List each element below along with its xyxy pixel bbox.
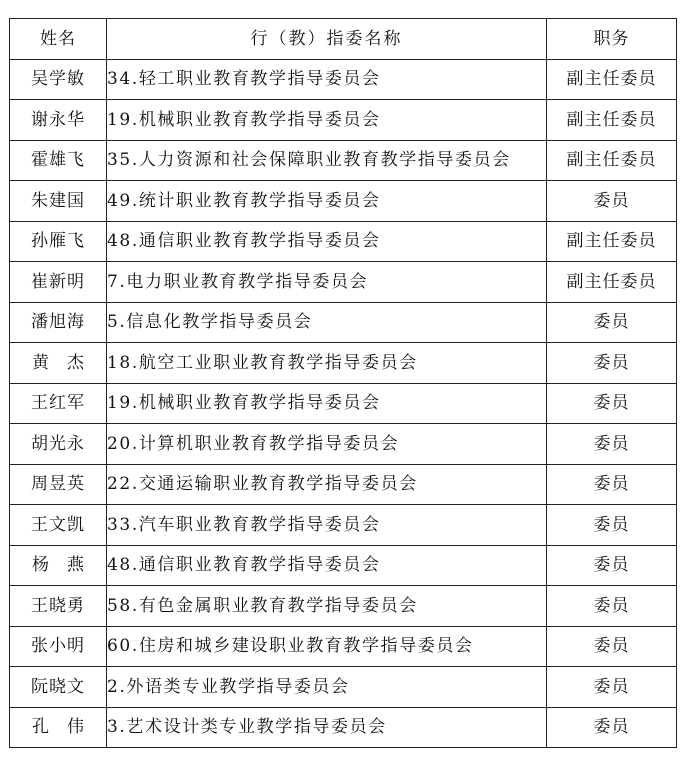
table-row — [10, 424, 677, 465]
header-row — [10, 19, 677, 60]
table-header — [10, 19, 677, 60]
cell-role: 委员 — [547, 464, 677, 505]
cell-role: 委员 — [547, 545, 677, 586]
cell-name: 王红军 — [10, 383, 107, 424]
cell-role: 委员 — [547, 424, 677, 465]
cell-role: 委员 — [547, 343, 677, 384]
cell-role: 委员 — [547, 626, 677, 667]
cell-name: 张小明 — [10, 626, 107, 667]
cell-name: 谢永华 — [10, 100, 107, 141]
cell-committee: 20.计算机职业教育教学指导委员会 — [107, 424, 547, 465]
cell-name: 胡光永 — [10, 424, 107, 465]
cell-committee: 7.电力职业教育教学指导委员会 — [107, 262, 547, 303]
cell-name: 杨燕 — [10, 545, 107, 586]
table-row — [10, 59, 677, 100]
cell-committee: 19.机械职业教育教学指导委员会 — [107, 383, 547, 424]
cell-name: 孙雁飞 — [10, 221, 107, 262]
cell-role: 副主任委员 — [547, 140, 677, 181]
cell-role: 委员 — [547, 505, 677, 546]
table-row — [10, 100, 677, 141]
cell-committee: 35.人力资源和社会保障职业教育教学指导委员会 — [107, 140, 547, 181]
cell-committee: 60.住房和城乡建设职业教育教学指导委员会 — [107, 626, 547, 667]
table-row — [10, 181, 677, 222]
table-row — [10, 586, 677, 627]
header-role: 职务 — [547, 19, 677, 60]
cell-committee: 48.通信职业教育教学指导委员会 — [107, 221, 547, 262]
table-body — [10, 59, 677, 748]
cell-name: 王文凯 — [10, 505, 107, 546]
table-row — [10, 505, 677, 546]
table-row — [10, 545, 677, 586]
table-row — [10, 343, 677, 384]
header-name: 姓名 — [10, 19, 107, 60]
cell-name: 周昱英 — [10, 464, 107, 505]
cell-committee: 33.汽车职业教育教学指导委员会 — [107, 505, 547, 546]
cell-role: 委员 — [547, 383, 677, 424]
cell-name: 王晓勇 — [10, 586, 107, 627]
cell-role: 委员 — [547, 667, 677, 708]
cell-role: 副主任委员 — [547, 221, 677, 262]
cell-role: 委员 — [547, 707, 677, 748]
table-row — [10, 626, 677, 667]
cell-name: 霍雄飞 — [10, 140, 107, 181]
cell-name: 阮晓文 — [10, 667, 107, 708]
table-row — [10, 464, 677, 505]
cell-name: 朱建国 — [10, 181, 107, 222]
table-row — [10, 707, 677, 748]
cell-name: 黄杰 — [10, 343, 107, 384]
cell-name: 吴学敏 — [10, 59, 107, 100]
cell-committee: 58.有色金属职业教育教学指导委员会 — [107, 586, 547, 627]
table-row — [10, 667, 677, 708]
cell-name: 孔伟 — [10, 707, 107, 748]
cell-committee: 48.通信职业教育教学指导委员会 — [107, 545, 547, 586]
table-row — [10, 140, 677, 181]
cell-committee: 49.统计职业教育教学指导委员会 — [107, 181, 547, 222]
cell-role: 委员 — [547, 181, 677, 222]
table-row — [10, 302, 677, 343]
table-row — [10, 383, 677, 424]
cell-committee: 5.信息化教学指导委员会 — [107, 302, 547, 343]
cell-committee: 19.机械职业教育教学指导委员会 — [107, 100, 547, 141]
cell-role: 副主任委员 — [547, 262, 677, 303]
cell-committee: 3.艺术设计类专业教学指导委员会 — [107, 707, 547, 748]
cell-committee: 2.外语类专业教学指导委员会 — [107, 667, 547, 708]
cell-role: 副主任委员 — [547, 100, 677, 141]
cell-committee: 22.交通运输职业教育教学指导委员会 — [107, 464, 547, 505]
cell-committee: 34.轻工职业教育教学指导委员会 — [107, 59, 547, 100]
cell-role: 委员 — [547, 302, 677, 343]
cell-name: 崔新明 — [10, 262, 107, 303]
cell-role: 副主任委员 — [547, 59, 677, 100]
committee-roster-table — [9, 18, 677, 748]
table-row — [10, 221, 677, 262]
cell-committee: 18.航空工业职业教育教学指导委员会 — [107, 343, 547, 384]
header-committee: 行（教）指委名称 — [107, 19, 547, 60]
table-row — [10, 262, 677, 303]
cell-name: 潘旭海 — [10, 302, 107, 343]
cell-role: 委员 — [547, 586, 677, 627]
